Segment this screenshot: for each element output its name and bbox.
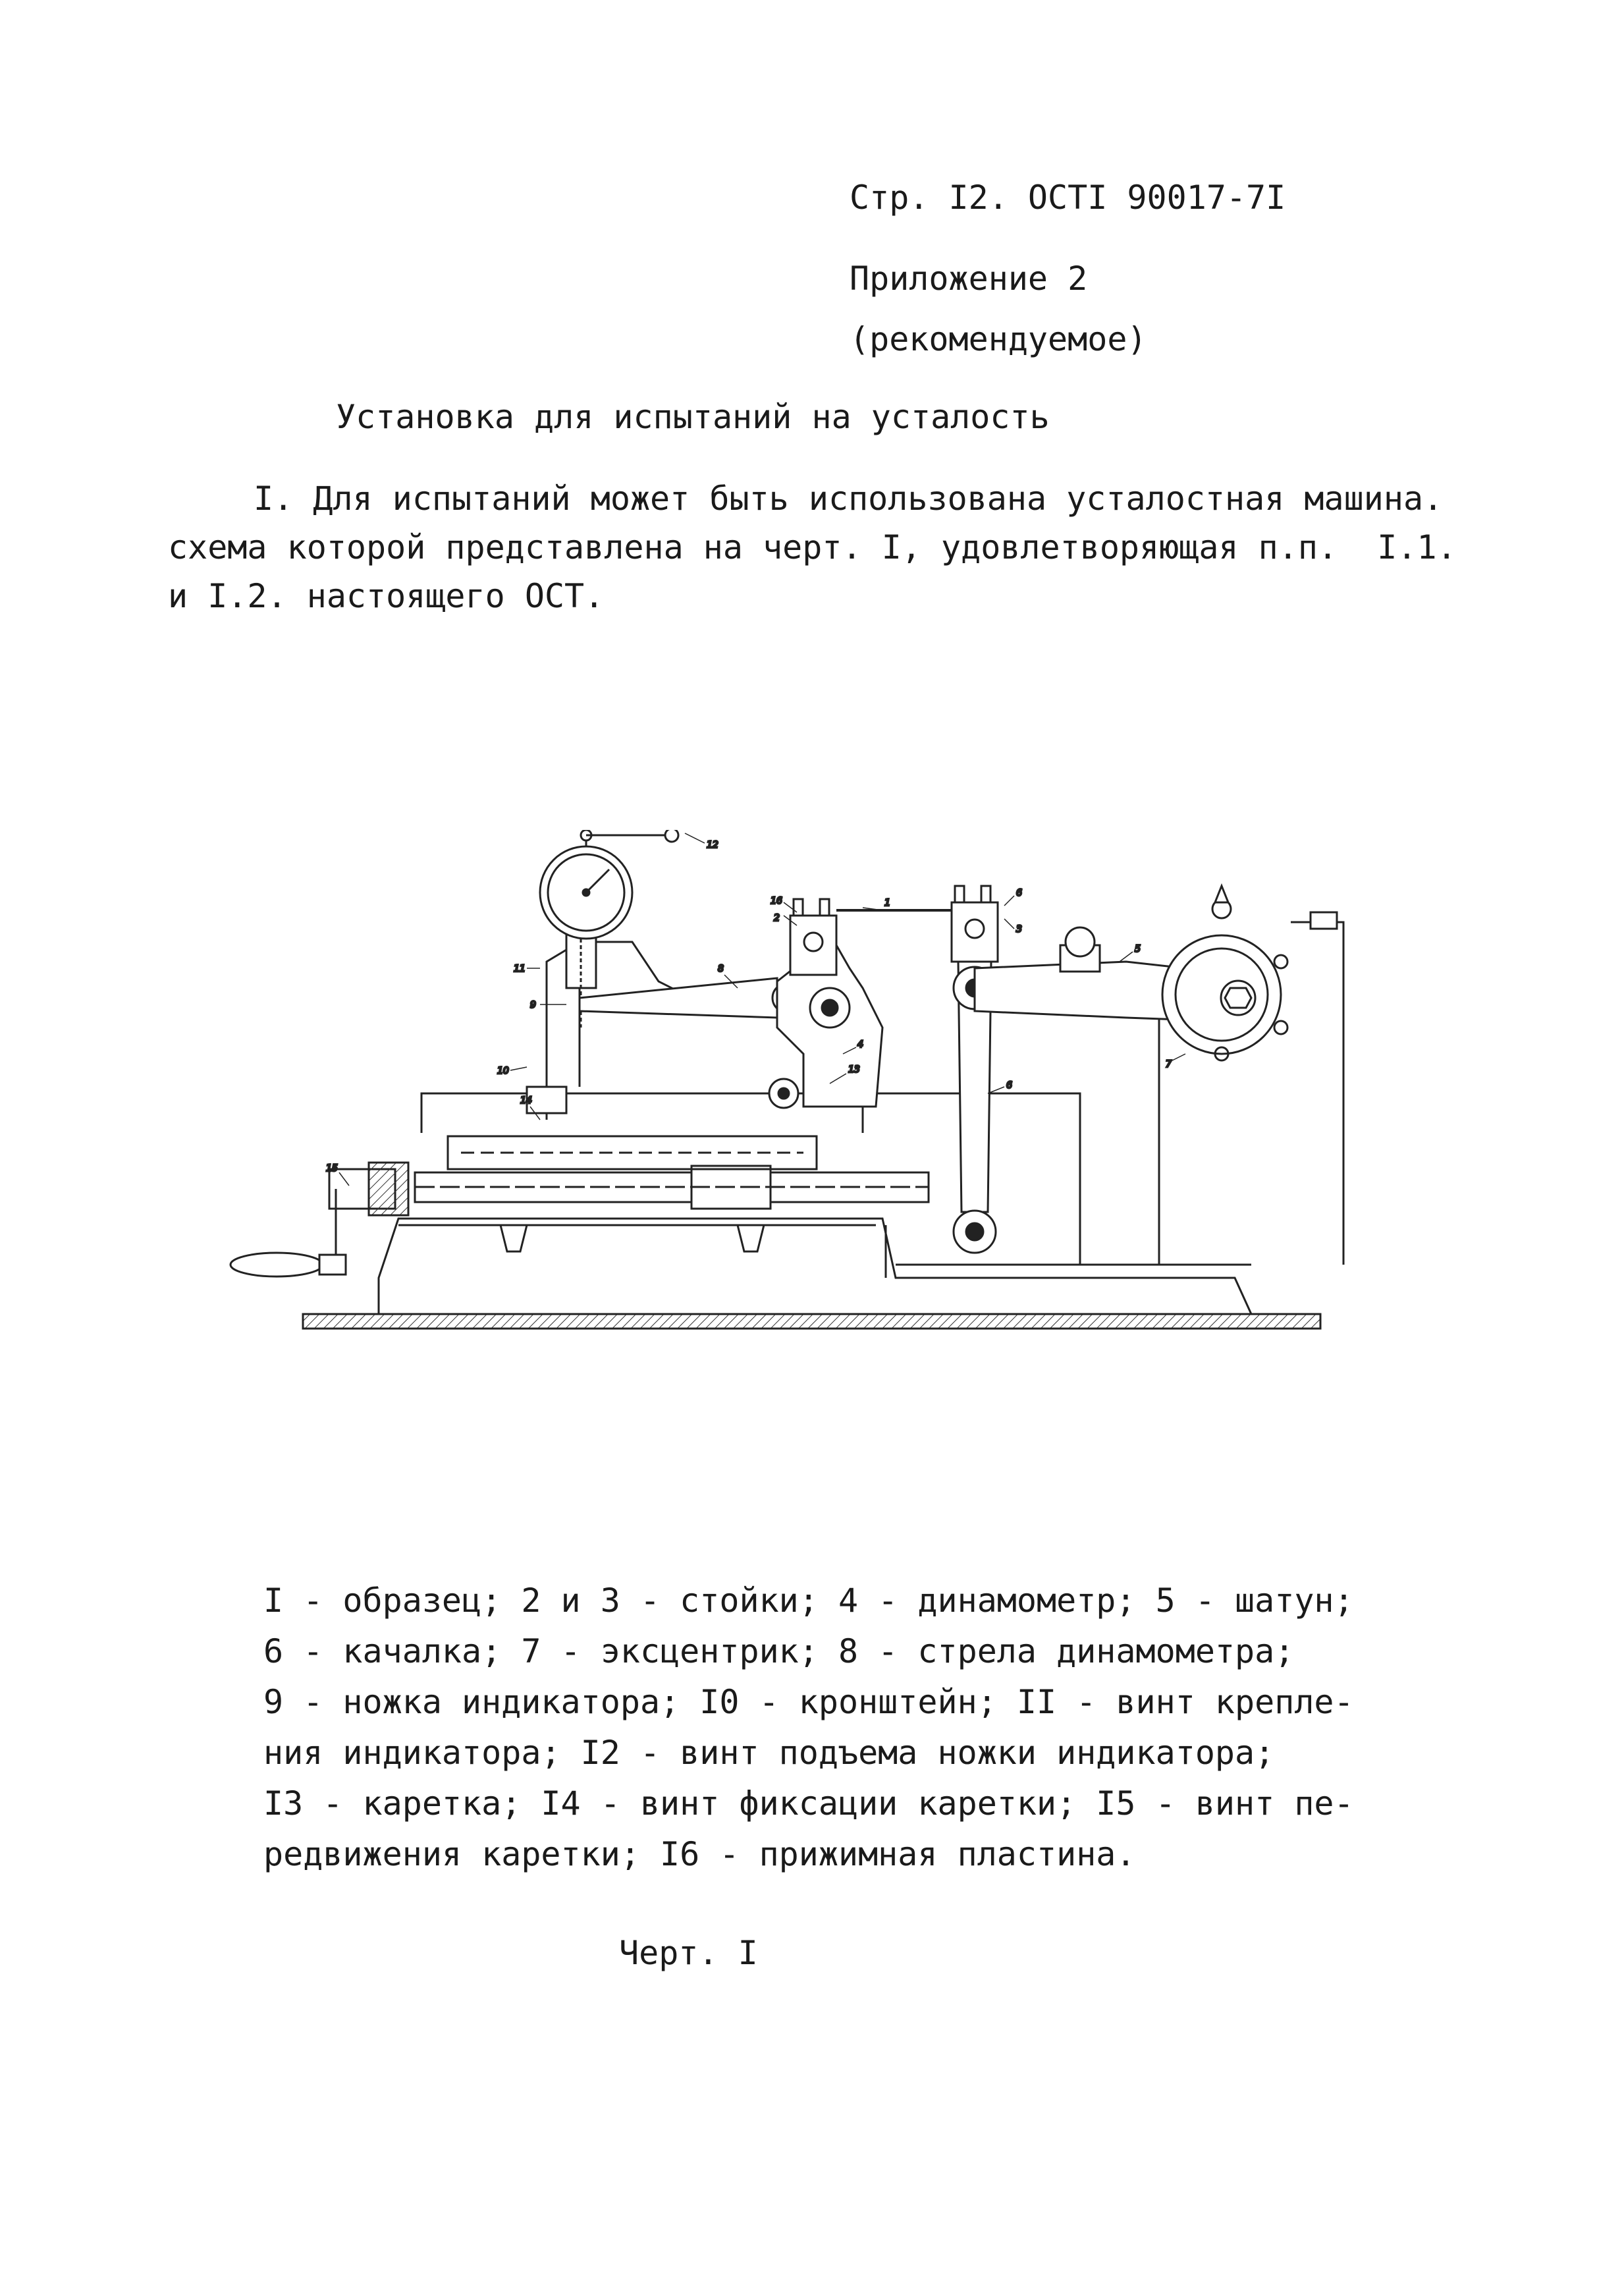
callout-4: 4 bbox=[857, 1039, 863, 1050]
legend-line-4: ния индикатора; I2 - винт подъема ножки индикатора; bbox=[263, 1734, 1275, 1772]
callout-16: 16 bbox=[771, 896, 782, 906]
eccentric-housing bbox=[1291, 922, 1343, 1265]
callout-15: 15 bbox=[326, 1163, 338, 1174]
appendix-note: (рекомендуемое) bbox=[850, 320, 1147, 358]
paragraph-line-3: и I.2. настоящего ОСТ. bbox=[168, 577, 605, 615]
dial-indicator bbox=[540, 830, 678, 939]
callout-7: 7 bbox=[1166, 1059, 1172, 1070]
post-2 bbox=[790, 899, 836, 975]
callout-8: 8 bbox=[718, 964, 724, 974]
appendix-label: Приложение 2 bbox=[850, 260, 1088, 298]
callout-3: 3 bbox=[1016, 924, 1022, 935]
callout-9: 9 bbox=[530, 1000, 536, 1010]
callout-13: 13 bbox=[848, 1064, 860, 1075]
legend-line-1: I - образец; 2 и 3 - стойки; 4 - динамометр; 5 - шатун; bbox=[263, 1581, 1354, 1620]
housing-cap bbox=[1311, 912, 1337, 929]
callout-2: 2 bbox=[774, 913, 780, 923]
page-reference: Стр. I2. ОСТI 90017-7I bbox=[850, 179, 1286, 217]
legend-line-5: I3 - каретка; I4 - винт фиксации каретки; I5 - винт пе- bbox=[263, 1784, 1354, 1823]
fatigue-machine-drawing bbox=[198, 830, 1357, 1357]
callout-10: 10 bbox=[497, 1066, 509, 1076]
legend-line-2: 6 - качалка; 7 - эксцентрик; 8 - стрела динамометра; bbox=[263, 1632, 1295, 1670]
legend-line-3: 9 - ножка индикатора; I0 - кронштейн; II - винт крепле- bbox=[263, 1683, 1354, 1721]
carriage-rail bbox=[329, 1136, 929, 1215]
figure-caption: Черт. I bbox=[619, 1934, 758, 1972]
callout-6-top: 6 bbox=[1016, 888, 1022, 898]
callout-14: 14 bbox=[520, 1095, 532, 1106]
dynamometer-arm bbox=[580, 978, 801, 1018]
post-3-rocker bbox=[952, 886, 998, 1253]
section-title: Установка для испытаний на усталость bbox=[336, 398, 1050, 436]
paragraph-line-2: схема которой представлена на черт. I, удовлетворяющая п.п. I.1. bbox=[168, 528, 1457, 566]
machine-base bbox=[303, 1219, 1320, 1329]
indicator-bracket bbox=[527, 912, 698, 1120]
eccentric bbox=[1162, 886, 1287, 1060]
callout-12: 12 bbox=[707, 840, 718, 850]
callout-1: 1 bbox=[884, 898, 890, 908]
callout-11: 11 bbox=[514, 964, 526, 974]
callout-5: 5 bbox=[1135, 944, 1141, 954]
legend-line-6: редвижения каретки; I6 - прижимная пластина. bbox=[263, 1835, 1136, 1873]
callout-6-rocker: 6 bbox=[1006, 1080, 1012, 1091]
paragraph-line-1: I. Для испытаний может быть использована усталостная машина. bbox=[254, 480, 1444, 518]
